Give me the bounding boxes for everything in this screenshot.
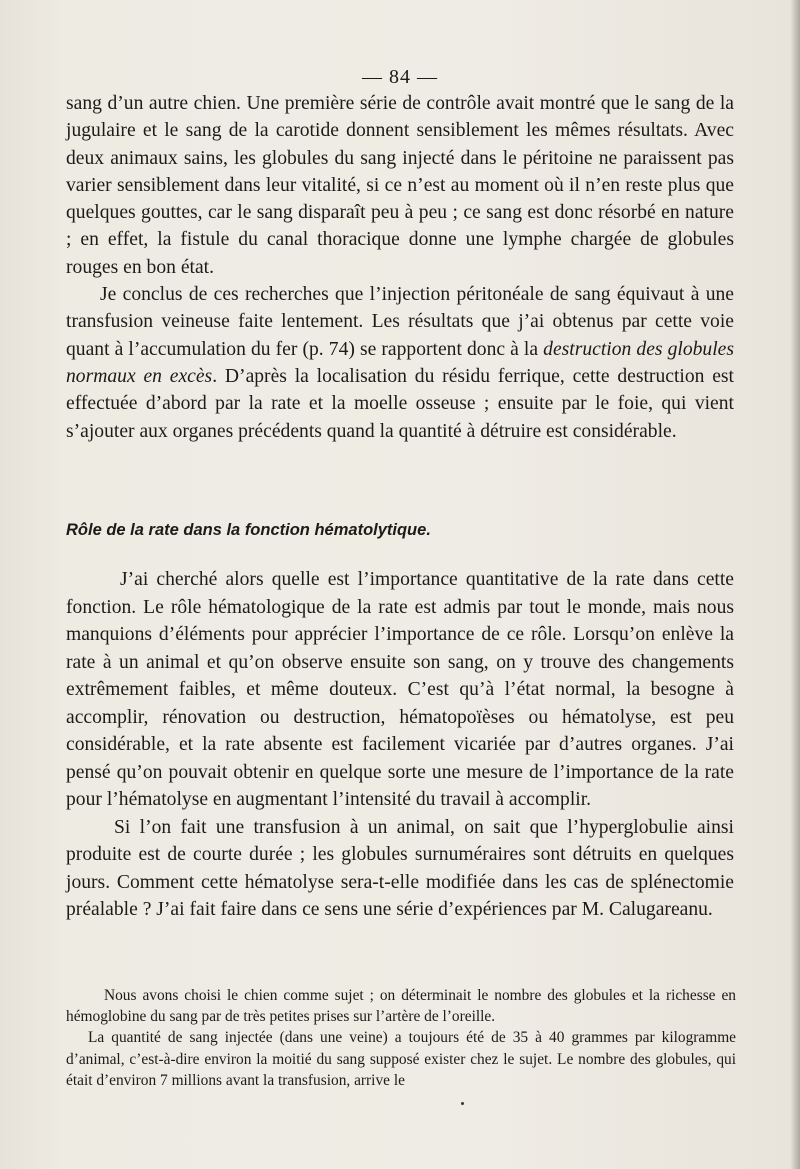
ink-speck	[461, 1102, 464, 1105]
paragraph-text: Je conclus de ces recherches que l’injection péritonéale de sang équivaut à une transfusion veineuse faite lentement. Les résultats que j’ai obtenus par cette voie quant à l’accumulation du fer (p. 74) se rapportent donc à la	[66, 284, 734, 360]
section-heading: Rôle de la rate dans la fonction hématolytique.	[66, 521, 431, 539]
paragraph-conclusion	[66, 281, 734, 445]
paragraph-text: . D’après la localisation du résidu ferrique, cette destruction est effectuée d’abord par la rate et la moelle osseuse ; ensuite par le foie, qui vient s’ajouter aux organes précédents quand la quantité à détruire est considérable.	[66, 365, 734, 442]
footnote-paragraph: La quantité de sang injectée (dans une veine) a toujours été de 35 à 40 grammes par kilogramme d’animal, c’est-à-dire environ la moitié du sang supposé exister chez le sujet. Le nombre des globules, qui était d’environ 7 millions avant la transfusion, arrive le	[66, 1029, 736, 1089]
page-number: — 84 —	[362, 66, 438, 88]
footnote-paragraph: Nous avons choisi le chien comme sujet ; on déterminait le nombre des globules et la richesse en hémoglobine du sang par de très petites prises sur l’artère de l’oreille.	[66, 987, 736, 1026]
page-spine-shadow	[790, 0, 800, 1169]
paragraph: sang d’un autre chien. Une première série de contrôle avait montré que le sang de la jugulaire et le sang de la carotide donnent sensiblement les mêmes résultats. Avec deux animaux sains, les globules du sang injecté dans le péritoine ne paraissent pas varier sensiblement dans leur vitalité, si ce n’est au moment où il n’en reste plus que quelques gouttes, car le sang disparaît peu à peu ; ce sang est donc résorbé en nature ; en effet, la fistule du canal thoracique donne une lymphe chargée de globules rouges en bon état.	[66, 93, 734, 278]
main-text-block	[66, 90, 734, 445]
section-text-block	[66, 566, 734, 924]
paragraph: J’ai cherché alors quelle est l’importance quantitative de la rate dans cette fonction. Le rôle hématologique de la rate est admis par tout le monde, mais nous manquions d’éléments pour apprécier l’importance de ce rôle. Lorsqu’on enlève la rate à un animal et qu’on observe ensuite son sang, on y trouve des changements extrêmement faibles, et même douteux. C’est qu’à l’état normal, la besogne à accomplir, rénovation ou destruction, hématopoïèses ou hématolyse, est peu considérable, et la rate absente est facilement vicariée par d’autres organes. J’ai pensé qu’on pouvait obtenir en quelque sorte une mesure de l’importance de la rate pour l’hématolyse en augmentant l’intensité du travail à accomplir.	[66, 569, 734, 810]
footnote-block	[66, 985, 736, 1091]
paragraph: Si l’on fait une transfusion à un animal, on sait que l’hyperglobulie ainsi produite est de courte durée ; les globules surnuméraires sont détruits en quelques jours. Comment cette hématolyse sera-t-elle modifiée dans les cas de splénectomie préalable ? J’ai fait faire dans ce sens une série d’expériences par M. Calugareanu.	[66, 816, 734, 920]
italic-phrase: destruction des globules normaux en excès	[66, 338, 734, 387]
